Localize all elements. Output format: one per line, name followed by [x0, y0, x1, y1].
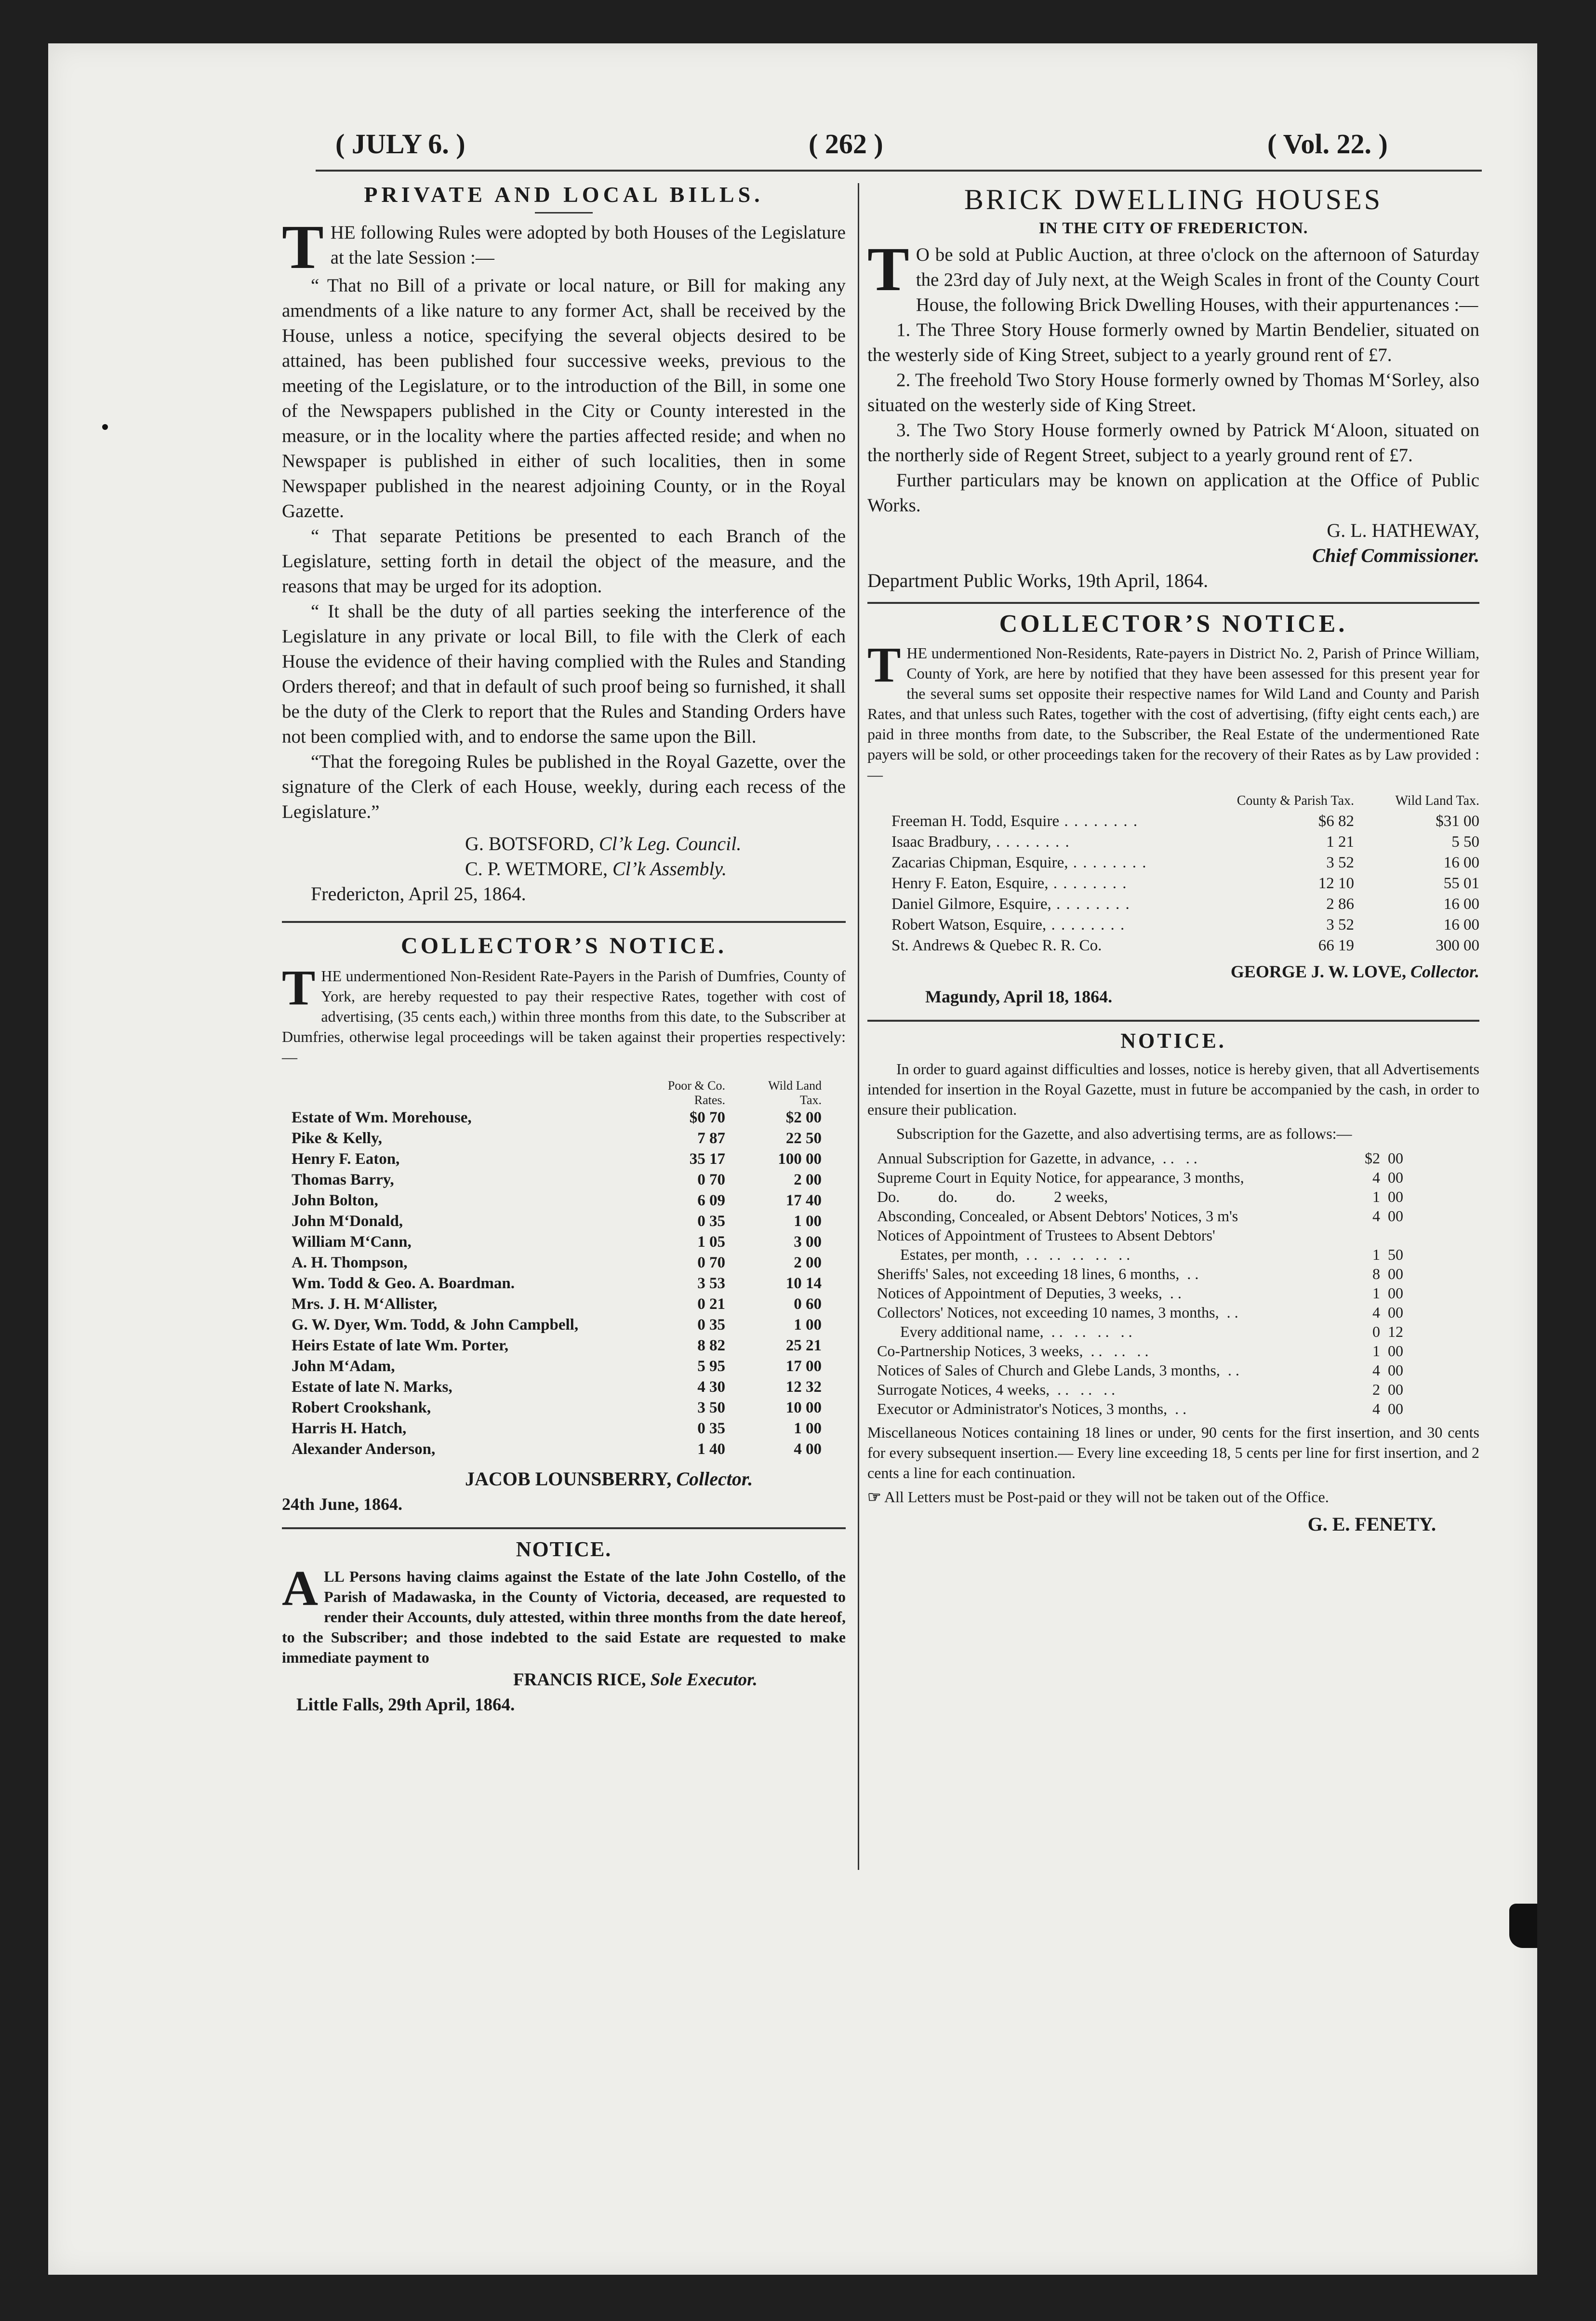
page-number: ( 262 )	[809, 128, 883, 160]
rate-cents: 00	[1388, 1169, 1403, 1186]
poor-rate: 8 82	[697, 1337, 725, 1354]
drop-cap: T	[282, 213, 324, 282]
rate-dollars: 4	[1372, 1361, 1380, 1379]
dateline: 24th June, 1864.	[282, 1494, 403, 1514]
rate-dollars	[1322, 1226, 1380, 1245]
poor-rate: 0 35	[697, 1420, 725, 1437]
poor-rate: 5 95	[697, 1358, 725, 1375]
rate-row	[877, 1322, 1465, 1341]
wild-land-tax: 4 00	[794, 1441, 822, 1458]
ratepayer-name: Daniel Gilmore, Esquire, . . . . . . . .	[891, 895, 1130, 913]
rate-dollars: 4	[1372, 1207, 1380, 1225]
estate-notice-title: NOTICE.	[516, 1537, 612, 1561]
brick-houses-subtitle: IN THE CITY OF FREDERICTON.	[1038, 219, 1308, 237]
rate-cents: 00	[1388, 1207, 1403, 1225]
rate-label: Notices of Appointment of Trustees to Absent Debtors'	[877, 1227, 1215, 1244]
signature: FRANCIS RICE, Sole Executor.	[513, 1670, 758, 1690]
collector-notice-body: THE undermentioned Non-Residents, Rate-payers in District No. 2, Parish of Prince William, County of York, are here by notified that they have been assessed for this present year for the several sums set opposite their respective names for Wild Land and County and Parish Rates, and that unless such Rates, together with the cost of advertising, (fifty eight cents each,) are paid in three months from date, to the Subscriber, the Real Estate of the undermentioned Rate payers will be sold, or other proceedings taken for the recovery of their Rates as by Law provided :—	[867, 637, 1479, 783]
poor-rate: 0 35	[697, 1316, 725, 1334]
county-parish-tax: 3 52	[1326, 916, 1354, 934]
signature-name: G. L. HATHEWAY,	[1327, 520, 1479, 541]
wild-land-tax: $31 00	[1436, 813, 1479, 830]
wild-land-tax: 17 00	[785, 1358, 822, 1375]
table-row	[292, 1253, 822, 1273]
wild-land-tax: 16 00	[1443, 854, 1479, 871]
collector-notice-body: THE undermentioned Non-Resident Rate-Payers in the Parish of Dumfries, County of York, are hereby requested to pay their respective Rates, together with cost of advertising, (35 cents each,) within three months from this date, to the Subscriber at Dumfries, otherwise legal proceedings will be taken against their properties respectively:—	[282, 960, 846, 1066]
leader-dots: . . . . . . . .	[1046, 916, 1126, 934]
table-row	[891, 832, 1479, 853]
signature: G. E. FENETY.	[1307, 1513, 1436, 1535]
rate-row	[877, 1264, 1465, 1283]
ratepayer-name: Estate of Wm. Morehouse,	[292, 1109, 472, 1126]
table-row	[292, 1294, 822, 1315]
prince-william-rates-table	[891, 790, 1479, 956]
rate-row	[877, 1303, 1465, 1322]
poor-rate: 0 35	[697, 1213, 725, 1230]
rate-row	[877, 1148, 1465, 1168]
rate-label: Co-Partnership Notices, 3 weeks, . . . . . .	[877, 1342, 1149, 1360]
issue-date: ( JULY 6. )	[335, 128, 466, 160]
rate-label: Notices of Sales of Church and Glebe Lands, 3 months, . .	[877, 1361, 1239, 1379]
rate-cents: 00	[1388, 1342, 1403, 1360]
ratepayer-name: Robert Watson, Esquire, . . . . . . . .	[891, 916, 1126, 934]
table-header: Poor & Co. Rates. Wild Land Tax.	[667, 1079, 822, 1107]
rate-label: Absconding, Concealed, or Absent Debtors' Notices, 3 m's	[877, 1207, 1238, 1225]
auction-intro: T O be sold at Public Auction, at three o'clock on the afternoon of Saturday the 23rd day of July next, at the Weigh Scales in front of the County Court House, the following Brick Dwelling Houses, with their appurtenances :—	[867, 235, 1479, 315]
gazette-notice-p3: Miscellaneous Notices containing 18 lines or under, 90 cents for the first insertion, and 30 cents for every subsequent insertion.— Every line exceeding 18, 5 cents per line for first insertion, and 2 cents a line for each continuation.	[867, 1424, 1479, 1481]
further-particulars: Further particulars may be known on application at the Office of Public Works.	[867, 470, 1479, 516]
newspaper-page	[48, 43, 1537, 2275]
column-divider	[858, 183, 859, 1870]
ratepayer-name: Robert Crookshank,	[292, 1399, 431, 1416]
ratepayer-name: John M‘Donald,	[292, 1213, 403, 1230]
ratepayer-name: Mrs. J. H. M‘Allister,	[292, 1295, 438, 1313]
section-rule	[867, 602, 1479, 604]
wild-land-tax: $2 00	[785, 1109, 822, 1126]
house-item: 2. The freehold Two Story House formerly owned by Thomas M‘Sorley, also situated on the westerly side of King Street.	[867, 370, 1479, 415]
dateline: Magundy, April 18, 1864.	[925, 987, 1113, 1006]
gazette-notice-p2: Subscription for the Gazette, and also advertising terms, are as follows:—	[896, 1125, 1352, 1142]
county-parish-tax: $6 82	[1318, 813, 1354, 830]
house-item: 3. The Two Story House formerly owned by Patrick M‘Aloon, situated on the northerly side of Regent Street, subject to a yearly ground rent of £7.	[867, 420, 1479, 466]
table-row	[292, 1149, 822, 1170]
ratepayer-name: Pike & Kelly,	[292, 1130, 382, 1147]
rate-cents: 00	[1388, 1188, 1403, 1205]
poor-rate: 0 21	[697, 1295, 725, 1313]
wild-land-tax: 0 60	[794, 1295, 822, 1313]
dateline: Little Falls, 29th April, 1864.	[296, 1695, 515, 1715]
signature-block	[282, 831, 846, 881]
ratepayer-name: A. H. Thompson,	[292, 1254, 408, 1271]
poor-rate: 3 50	[697, 1399, 725, 1416]
gazette-notice-title: NOTICE.	[1120, 1029, 1226, 1053]
ratepayer-name: G. W. Dyer, Wm. Todd, & John Campbell,	[292, 1316, 579, 1334]
rate-dollars: 1	[1372, 1342, 1380, 1360]
rate-row	[877, 1380, 1465, 1399]
rate-label: Annual Subscription for Gazette, in advance, . . . .	[877, 1149, 1197, 1167]
section-rule	[282, 1527, 846, 1529]
rate-label: Executor or Administrator's Notices, 3 months, . .	[877, 1400, 1187, 1417]
table-row	[292, 1128, 822, 1149]
ratepayer-name: William M‘Cann,	[292, 1233, 412, 1251]
gazette-notice-p1: In order to guard against difficulties and losses, notice is hereby given, that all Advertisements intended for insertion in the Royal Gazette, must in future be accompanied by the cash, in order to ensure their publication.	[867, 1060, 1479, 1118]
table-row	[292, 1335, 822, 1356]
table-row	[292, 1418, 822, 1439]
left-column	[282, 176, 846, 1718]
table-row	[292, 1170, 822, 1190]
wild-land-tax: 2 00	[794, 1171, 822, 1188]
header-rule	[316, 170, 1482, 172]
scan-dot	[102, 424, 108, 430]
rate-cents	[1380, 1226, 1465, 1245]
rate-cents: 00	[1388, 1304, 1403, 1321]
wild-land-tax: 10 14	[785, 1275, 822, 1292]
signature-title: Chief Commissioner.	[1312, 545, 1479, 566]
wild-land-tax: 16 00	[1443, 916, 1479, 934]
wild-land-tax: 17 40	[785, 1192, 822, 1209]
leader-dots: . . . . . . . .	[1068, 854, 1147, 871]
ratepayer-name: Wm. Todd & Geo. A. Boardman.	[292, 1275, 515, 1292]
section-rule	[282, 921, 846, 923]
rate-label: Estates, per month, . . . . . . . . . .	[877, 1246, 1130, 1263]
ratepayer-name: Harris H. Hatch,	[292, 1420, 407, 1437]
rate-row	[877, 1226, 1465, 1245]
dateline: Department Public Works, 19th April, 1864.	[867, 570, 1209, 591]
rate-label: Surrogate Notices, 4 weeks, . . . . . .	[877, 1381, 1116, 1398]
signature: GEORGE J. W. LOVE, Collector.	[1230, 962, 1479, 981]
rate-cents: 00	[1388, 1361, 1403, 1379]
table-row	[292, 1211, 822, 1232]
wild-land-tax: 12 32	[785, 1378, 822, 1396]
signatory: G. BOTSFORD, Cl’k Leg. Council.	[465, 833, 742, 854]
rate-cents: 12	[1388, 1323, 1403, 1340]
poor-rate: 0 70	[697, 1254, 725, 1271]
rate-dollars: 0	[1372, 1323, 1380, 1340]
rate-dollars: 4	[1372, 1400, 1380, 1417]
rate-cents: 00	[1388, 1265, 1403, 1282]
rate-dollars: 2	[1372, 1381, 1380, 1398]
rate-label: Sheriffs' Sales, not exceeding 18 lines, 6 months, . .	[877, 1265, 1199, 1282]
table-row	[292, 1315, 822, 1335]
poor-rate: 1 40	[697, 1441, 725, 1458]
ratepayer-name: Estate of late N. Marks,	[292, 1378, 452, 1396]
rate-cents: 00	[1388, 1149, 1403, 1167]
section-rule	[867, 1020, 1479, 1022]
poor-rate: 4 30	[697, 1378, 725, 1396]
advertising-rates-table	[877, 1148, 1465, 1418]
leader-dots: . . . . . . . .	[991, 833, 1070, 851]
ratepayer-name: Thomas Barry,	[292, 1171, 394, 1188]
table-row	[292, 1439, 822, 1460]
leader-dots: . . . . . . . .	[1051, 895, 1130, 913]
rate-label: Collectors' Notices, not exceeding 10 names, 3 months, . .	[877, 1304, 1238, 1321]
rate-row	[877, 1341, 1465, 1361]
table-row	[891, 873, 1479, 894]
rate-row	[877, 1168, 1465, 1187]
wild-land-tax: 55 01	[1443, 875, 1479, 892]
rate-cents: 50	[1388, 1246, 1403, 1263]
table-row	[292, 1107, 822, 1128]
wild-land-tax: 1 00	[794, 1316, 822, 1334]
rule-paragraph: “ That separate Petitions be presented to each Branch of the Legislature, setting forth in detail the object of the measure, and the reasons that may be urged for its adoption.	[282, 526, 846, 597]
rate-dollars: $2	[1365, 1149, 1380, 1167]
wild-land-tax: 1 00	[794, 1213, 822, 1230]
poor-rate: 1 05	[697, 1233, 725, 1251]
collector-notice-title: COLLECTOR’S NOTICE.	[999, 610, 1348, 638]
brick-houses-title: BRICK DWELLING HOUSES	[964, 184, 1383, 215]
rate-label: Do. do. do. 2 weeks,	[877, 1188, 1108, 1205]
title-underline	[535, 212, 593, 213]
rate-label: Notices of Appointment of Deputies, 3 weeks, . .	[877, 1284, 1182, 1302]
poor-rate: 6 09	[697, 1192, 725, 1209]
signatory: C. P. WETMORE, Cl’k Assembly.	[465, 858, 727, 880]
private-bills-title: PRIVATE AND LOCAL BILLS.	[364, 182, 764, 207]
county-parish-tax: 12 10	[1318, 875, 1354, 892]
rate-dollars: 1	[1372, 1188, 1380, 1205]
volume-number: ( Vol. 22. )	[1267, 128, 1388, 160]
rate-row	[877, 1206, 1465, 1226]
rule-paragraph: “ That no Bill of a private or local nature, or Bill for making any amendments of a like nature to any former Act, shall be received by the House, unless a notice, specifying the several objects desired to be attained, has been published four successive weeks, previous to the meeting of the Legislature, or to the introduction of the Bill, in some one of the Newspapers published in the City or County interested in the measure, or in the locality where the parties affected reside; and when no Newspaper is published in either of such localities, then in some Newspaper published in the nearest adjoining County, or in the Royal Gazette.	[282, 275, 846, 521]
rate-cents: 00	[1388, 1381, 1403, 1398]
ratepayer-name: Henry F. Eaton, Esquire, . . . . . . . .	[891, 875, 1128, 892]
rate-dollars: 8	[1372, 1265, 1380, 1282]
ratepayer-name: St. Andrews & Quebec R. R. Co.	[891, 937, 1102, 954]
wild-land-tax: 3 00	[794, 1233, 822, 1251]
rate-row	[877, 1245, 1465, 1264]
wild-land-tax: 300 00	[1436, 937, 1479, 954]
collector-notice-title: COLLECTOR’S NOTICE.	[401, 933, 727, 959]
ratepayer-name: Heirs Estate of late Wm. Porter,	[292, 1337, 508, 1354]
rate-row	[877, 1361, 1465, 1380]
rate-cents: 00	[1388, 1284, 1403, 1302]
table-row	[292, 1273, 822, 1294]
table-row	[891, 935, 1479, 956]
dateline: Fredericton, April 25, 1864.	[311, 883, 526, 905]
ratepayer-name: John M‘Adam,	[292, 1358, 395, 1375]
table-row	[891, 894, 1479, 915]
wild-land-tax: 22 50	[785, 1130, 822, 1147]
table-row	[292, 1398, 822, 1418]
dumfries-rates-table	[292, 1079, 822, 1460]
poor-rate: 7 87	[697, 1130, 725, 1147]
wild-land-tax: 5 50	[1451, 833, 1479, 851]
rate-dollars: 4	[1372, 1169, 1380, 1186]
county-parish-tax: 2 86	[1326, 895, 1354, 913]
leader-dots: . . . . . . . .	[1059, 813, 1139, 830]
gazette-notice-p4: ☞ All Letters must be Post-paid or they will not be taken out of the Office.	[867, 1488, 1329, 1506]
wild-land-tax: 16 00	[1443, 895, 1479, 913]
poor-rate: 3 53	[697, 1275, 725, 1292]
rule-paragraph: “ It shall be the duty of all parties seeking the interference of the Legislature in any private or local Bill, to file with the Clerk of each House the evidence of their having complied with the Rules and Standing Orders thereof; and that in default of such proof being so furnished, it shall be the duty of the Clerk to report that the Rules and Standing Orders have not been complied with, and to endorse the same upon the Bill.	[282, 601, 846, 747]
rate-dollars: 1	[1372, 1246, 1380, 1263]
estate-notice-body: ALL Persons having claims against the Estate of the late John Costello, of the Parish of Madawaska, in the County of Victoria, deceased, are requested to render their Accounts, duly attested, within three months from the date hereof, to the Subscriber; and those indebted to the said Estate are requested to make immediate payment to	[282, 1561, 846, 1666]
ratepayer-name: Zacarias Chipman, Esquire, . . . . . . . .	[891, 854, 1147, 871]
table-header: County & Parish Tax. Wild Land Tax.	[1237, 793, 1479, 808]
ratepayer-name: Freeman H. Todd, Esquire . . . . . . . .	[891, 813, 1139, 830]
scan-edge-mark	[1509, 1904, 1537, 1948]
table-row	[891, 811, 1479, 832]
leader-dots: . . . . . . . .	[1048, 875, 1128, 892]
rate-dollars: 1	[1372, 1284, 1380, 1302]
rate-row	[877, 1399, 1465, 1418]
rate-row	[877, 1187, 1465, 1206]
rate-row	[877, 1283, 1465, 1303]
ratepayer-name: Henry F. Eaton,	[292, 1150, 400, 1168]
house-item: 1. The Three Story House formerly owned by Martin Bendelier, situated on the westerly side of King Street, subject to a yearly ground rent of £7.	[867, 320, 1479, 365]
signature: JACOB LOUNSBERRY, Collector.	[465, 1468, 753, 1490]
rate-label: Every additional name, . . . . . . . .	[877, 1323, 1132, 1340]
table-row	[891, 915, 1479, 935]
rate-cents: 00	[1388, 1400, 1403, 1417]
wild-land-tax: 10 00	[785, 1399, 822, 1416]
table-row	[292, 1190, 822, 1211]
ratepayer-name: John Bolton,	[292, 1192, 378, 1209]
wild-land-tax: 25 21	[785, 1337, 822, 1354]
wild-land-tax: 2 00	[794, 1254, 822, 1271]
table-row	[292, 1377, 822, 1398]
rule-paragraph: “That the foregoing Rules be published in the Royal Gazette, over the signature of the Clerk of each House, weekly, during each recess of the Legislature.”	[282, 751, 846, 822]
wild-land-tax: 100 00	[778, 1150, 822, 1168]
wild-land-tax: 1 00	[794, 1420, 822, 1437]
ratepayer-name: Isaac Bradbury, . . . . . . . .	[891, 833, 1070, 851]
county-parish-tax: 3 52	[1326, 854, 1354, 871]
ratepayer-name: Alexander Anderson,	[292, 1441, 436, 1458]
table-row	[292, 1232, 822, 1253]
rate-dollars: 4	[1372, 1304, 1380, 1321]
pointing-hand-icon: ☞	[867, 1488, 881, 1506]
right-column	[867, 183, 1479, 1537]
table-row	[891, 853, 1479, 873]
poor-rate: 0 70	[697, 1171, 725, 1188]
private-bills-intro: THE following Rules were adopted by both Houses of the Legislature at the late Session :—	[282, 213, 846, 282]
county-parish-tax: 1 21	[1326, 833, 1354, 851]
table-row	[292, 1356, 822, 1377]
poor-rate: $0 70	[689, 1109, 725, 1126]
county-parish-tax: 66 19	[1318, 937, 1354, 954]
poor-rate: 35 17	[689, 1150, 725, 1168]
rate-label: Supreme Court in Equity Notice, for appearance, 3 months,	[877, 1169, 1244, 1186]
